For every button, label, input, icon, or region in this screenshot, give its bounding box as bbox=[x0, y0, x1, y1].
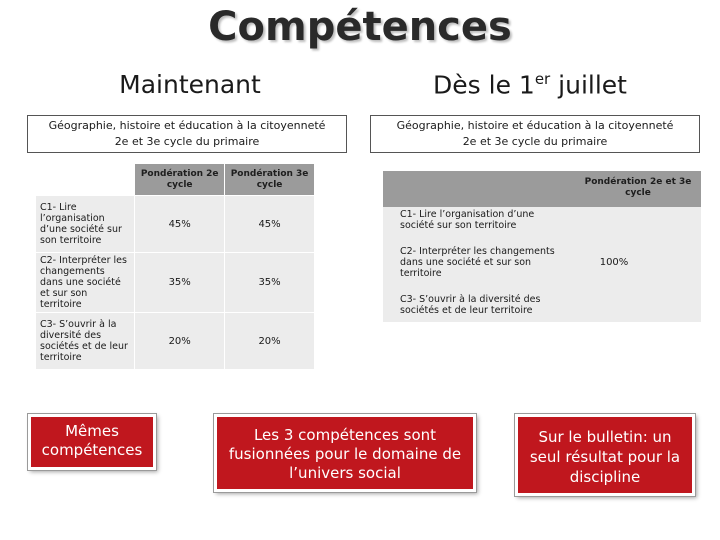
report-card-note: Sur le bulletin: un seul résultat pour la discipline bbox=[515, 414, 695, 496]
left-subtitle-box bbox=[27, 115, 347, 153]
left-subtitle-line2: 2e et 3e cycle du primaire bbox=[114, 135, 260, 148]
left-weight-table bbox=[35, 163, 315, 370]
left-row-value: 20% bbox=[225, 313, 315, 370]
left-col2-header: Pondération 3e cycle bbox=[225, 164, 315, 196]
left-col1-header: Pondération 2e cycle bbox=[135, 164, 225, 196]
right-heading-sup: er bbox=[534, 70, 551, 88]
slide-title: Compétences bbox=[208, 4, 512, 50]
right-heading-main: Dès le 1 bbox=[433, 70, 535, 100]
merged-competencies-note: Les 3 compétences sont fusionnées pour le domaine de l’univers social bbox=[214, 414, 476, 492]
left-row-value: 20% bbox=[135, 313, 225, 370]
left-row-value: 35% bbox=[225, 253, 315, 313]
left-subtitle-line1: Géographie, histoire et éducation à la citoyenneté bbox=[48, 119, 326, 132]
left-heading: Maintenant bbox=[119, 70, 261, 99]
right-subtitle-line1: Géographie, histoire et éducation à la citoyenneté bbox=[396, 119, 674, 132]
left-table-corner bbox=[36, 164, 135, 196]
right-row-label: C2- Interpréter les changements dans une société et sur son territoire bbox=[400, 246, 555, 279]
same-competencies-note: Mêmes compétences bbox=[28, 414, 156, 470]
right-subtitle-box bbox=[370, 115, 700, 153]
left-row-label: C1- Lire l’organisation d’une société sur son territoire bbox=[36, 196, 135, 253]
right-col-header: Pondération 2e et 3e cycle bbox=[584, 177, 692, 198]
left-row-value: 45% bbox=[135, 196, 225, 253]
left-row-label: C3- S’ouvrir à la diversité des sociétés et de leur territoire bbox=[36, 313, 135, 370]
right-heading-end: juillet bbox=[550, 70, 627, 100]
left-row-value: 35% bbox=[135, 253, 225, 313]
right-value: 100% bbox=[599, 257, 629, 268]
right-row-label: C1- Lire l’organisation d’une société sur son territoire bbox=[400, 209, 535, 231]
right-row-label: C3- S’ouvrir à la diversité des sociétés et de leur territoire bbox=[400, 294, 541, 316]
left-row-label: C2- Interpréter les changements dans une société et sur son territoire bbox=[36, 253, 135, 313]
right-heading bbox=[400, 70, 660, 99]
right-subtitle-line2: 2e et 3e cycle du primaire bbox=[462, 135, 608, 148]
left-row-value: 45% bbox=[225, 196, 315, 253]
